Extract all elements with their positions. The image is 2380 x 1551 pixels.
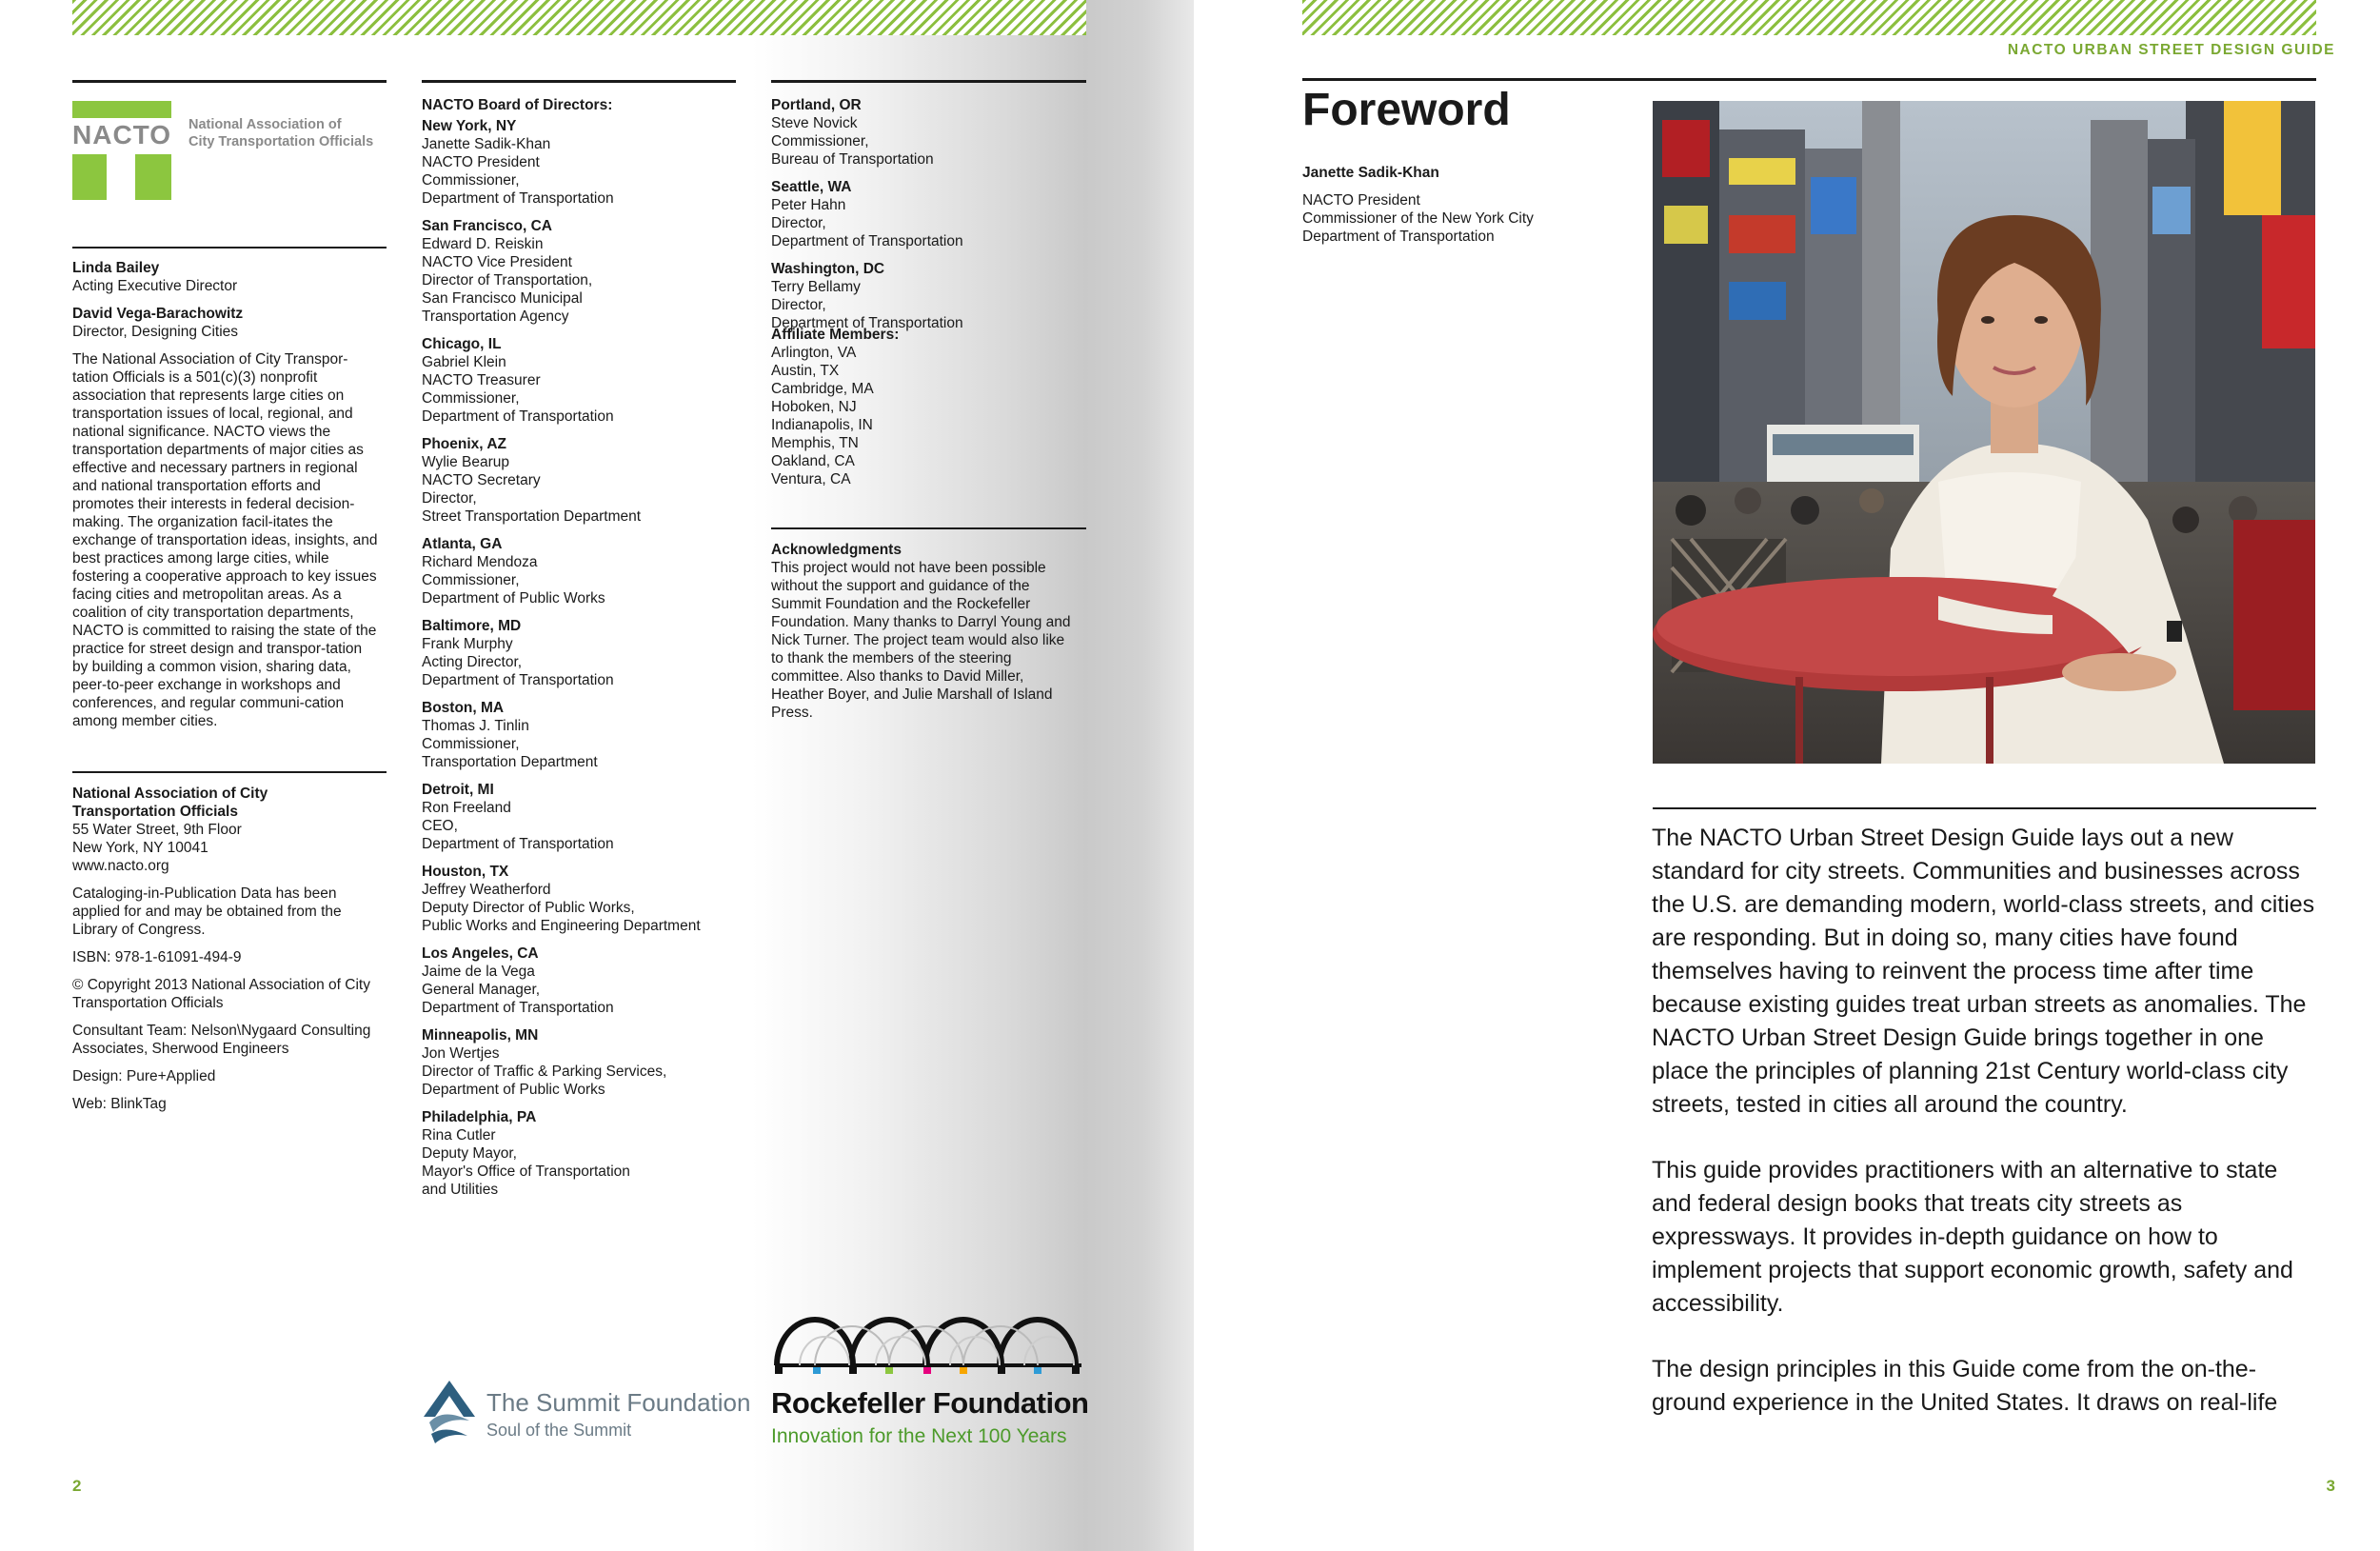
affiliate-city: Memphis, TN — [771, 435, 859, 451]
board-city: New York, NY — [422, 118, 517, 134]
board-member-line: Peter Hahn — [771, 197, 846, 213]
board-member-line: Wylie Bearup — [422, 454, 510, 470]
board-city: Los Angeles, CA — [422, 945, 539, 962]
board-member-line: Gabriel Klein — [422, 354, 506, 370]
board-member-line: Director of Transportation, — [422, 272, 593, 288]
summit-mountain-icon — [422, 1379, 477, 1445]
board-city: Chicago, IL — [422, 336, 502, 352]
board-city: Minneapolis, MN — [422, 1027, 539, 1044]
affiliate-city: Cambridge, MA — [771, 381, 874, 397]
board-member-line: Department of Transportation — [422, 408, 614, 425]
board-entry — [422, 1108, 736, 1199]
header-stripe — [1302, 0, 2316, 35]
board-member-line: Richard Mendoza — [422, 554, 538, 570]
nacto-org-name — [188, 116, 398, 150]
board-member-line: NACTO Treasurer — [422, 372, 541, 388]
section-rule — [771, 527, 1086, 529]
board-column — [422, 96, 736, 1208]
column-rule — [422, 80, 736, 83]
author-title-line: NACTO President — [1302, 192, 1420, 209]
staff-title: Director, Designing Cities — [72, 324, 239, 340]
board-city: Houston, TX — [422, 864, 509, 880]
author-title-line: Commissioner of the New York City — [1302, 210, 1534, 227]
portrait-illustration — [1653, 101, 2315, 764]
foreword-body — [1652, 822, 2318, 1452]
left-column-1-credits — [72, 785, 387, 1123]
board-member-line: Terry Bellamy — [771, 279, 861, 295]
board-entry — [422, 1026, 736, 1099]
board-entry — [771, 260, 1086, 332]
board-entry — [422, 863, 736, 935]
affiliate-city: Indianapolis, IN — [771, 417, 873, 433]
staff-entry — [72, 259, 387, 295]
staff-name: Linda Bailey — [72, 260, 160, 276]
acknowledgments-block — [771, 541, 1076, 722]
board-member-line: Department of Transportation — [422, 836, 614, 852]
rockefeller-name: Rockefeller Foundation — [771, 1386, 1089, 1420]
board-heading: NACTO Board of Directors: — [422, 97, 613, 113]
board-entry — [422, 945, 736, 1017]
affiliates-block — [771, 326, 1086, 488]
address-org: National Association of City — [72, 785, 268, 802]
board-column-continued — [771, 96, 1086, 342]
board-member-line: Janette Sadik-Khan — [422, 136, 551, 152]
nacto-acronym: NACTO — [72, 120, 172, 149]
board-member-line: Jeffrey Weatherford — [422, 882, 551, 898]
address-web-link[interactable]: www.nacto.org — [72, 858, 169, 874]
board-member-line: San Francisco Municipal — [422, 290, 583, 307]
header-stripe — [72, 0, 1086, 35]
board-member-line: NACTO President — [422, 154, 540, 170]
board-member-line: Transportation Agency — [422, 308, 569, 325]
board-member-line: Department of Public Works — [422, 1082, 605, 1098]
page-title: Foreword — [1302, 85, 1511, 135]
board-member-line: Director, — [771, 297, 826, 313]
board-entry — [422, 699, 736, 771]
affiliate-city: Arlington, VA — [771, 345, 857, 361]
board-entry — [422, 217, 736, 326]
board-member-line: Steve Novick — [771, 115, 858, 131]
affiliate-city: Ventura, CA — [771, 471, 851, 487]
board-member-line: General Manager, — [422, 982, 541, 998]
acknowledgments-text: This project would not have been possible without the support and guidance of the Summit Foundation and the Rockefeller Foundation. Many thanks to Darryl Young and Nick Turner. The project team would also like to thank the members of the steering committee. Also thanks to David Miller, Heather Boyer, and Julie Marshall of Island Press. — [771, 560, 1071, 721]
about-paragraph: The National Association of City Transpor-tation Officials is a 501(c)(3) nonprofit association that represents large cities on transportation issues of local, regional, and national significance. NACTO views the transportation departments of major cities as effective and necessary partners in regional and national transportation efforts and promotes their interests in federal decision-making. The organization facil-itates the exchange of transportation ideas, insights, and best practices among large cities, while fostering a cooperative approach to key issues facing cities and metropolitan areas. As a coalition of city transportation departments, NACTO is committed to raising the state of the practice for street design and transpor-tation by building a common vision, sharing data, peer-to-peer exchange in workshops and conferences, and regular communi-cation among member cities. — [72, 351, 378, 729]
board-member-line: Director of Traffic & Parking Services, — [422, 1064, 667, 1080]
board-member-line: Street Transportation Department — [422, 508, 642, 525]
column-rule — [72, 80, 387, 83]
board-member-line: Department of Transportation — [422, 190, 614, 207]
staff-name: David Vega-Barachowitz — [72, 306, 244, 322]
board-member-line: Mayor's Office of Transportation — [422, 1163, 630, 1180]
board-city: Washington, DC — [771, 261, 885, 277]
board-city: San Francisco, CA — [422, 218, 552, 234]
board-member-line: NACTO Vice President — [422, 254, 572, 270]
summit-foundation-logo — [422, 1379, 751, 1445]
board-member-line: Rina Cutler — [422, 1127, 496, 1143]
rockefeller-foundation-logo — [771, 1306, 1095, 1459]
address-city: New York, NY 10041 — [72, 840, 208, 856]
summit-tagline: Soul of the Summit — [486, 1421, 632, 1440]
board-entry — [422, 435, 736, 526]
rockefeller-arches-icon — [771, 1306, 1085, 1375]
summit-name: The Summit Foundation — [486, 1388, 751, 1417]
board-member-line: Jaime de la Vega — [422, 964, 535, 980]
board-member-line: Department of Transportation — [771, 233, 963, 249]
address-street: 55 Water Street, 9th Floor — [72, 822, 242, 838]
board-member-line: Edward D. Reiskin — [422, 236, 544, 252]
nacto-logo — [72, 101, 374, 205]
affiliate-city: Hoboken, NJ — [771, 399, 857, 415]
board-member-line: Commissioner, — [422, 572, 520, 588]
address-org: Transportation Officials — [72, 804, 238, 820]
cataloging-note: Cataloging-in-Publication Data has been applied for and may be obtained from the Library of Congress. — [72, 885, 342, 938]
affiliate-city: Oakland, CA — [771, 453, 855, 469]
board-member-line: and Utilities — [422, 1182, 499, 1198]
rockefeller-tagline: Innovation for the Next 100 Years — [771, 1425, 1067, 1447]
board-entry — [422, 617, 736, 689]
nacto-logo-mark — [72, 101, 177, 200]
staff-title: Acting Executive Director — [72, 278, 238, 294]
board-member-line: Commissioner, — [771, 133, 869, 149]
board-member-line: Deputy Mayor, — [422, 1145, 517, 1162]
board-city: Baltimore, MD — [422, 618, 522, 634]
board-member-line: Department of Transportation — [422, 1000, 614, 1016]
board-member-line: Department of Transportation — [771, 315, 963, 331]
board-entry — [771, 96, 1086, 169]
board-entry — [422, 535, 736, 607]
board-member-line: Deputy Director of Public Works, — [422, 900, 635, 916]
foreword-paragraph: The design principles in this Guide come from the on-the-ground experience in the United States. It draws on real-life — [1652, 1356, 2278, 1416]
web-credit: Web: BlinkTag — [72, 1096, 167, 1112]
board-city: Boston, MA — [422, 700, 505, 716]
board-member-line: Acting Director, — [422, 654, 523, 670]
section-rule — [72, 247, 387, 249]
board-member-line: Department of Public Works — [422, 590, 605, 606]
board-member-line: Commissioner, — [422, 172, 520, 189]
affiliates-list — [771, 344, 1086, 488]
portrait-photo — [1653, 101, 2315, 764]
nacto-org-line: City Transportation Officials — [188, 134, 374, 149]
affiliate-city: Austin, TX — [771, 363, 840, 379]
isbn: ISBN: 978-1-61091-494-9 — [72, 949, 242, 965]
board-member-line: Bureau of Transportation — [771, 151, 934, 168]
board-member-line: Frank Murphy — [422, 636, 513, 652]
nacto-org-line: National Association of — [188, 117, 342, 132]
affiliates-heading: Affiliate Members: — [771, 327, 900, 343]
left-column-1 — [72, 259, 387, 740]
board-city: Phoenix, AZ — [422, 436, 506, 452]
board-entry — [771, 178, 1086, 250]
board-member-line: Public Works and Engineering Department — [422, 918, 701, 934]
page-number: 2 — [72, 1477, 82, 1495]
board-member-line: CEO, — [422, 818, 458, 834]
board-member-line: Director, — [771, 215, 826, 231]
board-member-line: NACTO Secretary — [422, 472, 541, 488]
section-rule — [72, 771, 387, 773]
right-page — [1194, 0, 2380, 1551]
board-member-line: Department of Transportation — [422, 672, 614, 688]
board-member-line: Commissioner, — [422, 736, 520, 752]
foreword-paragraph: The NACTO Urban Street Design Guide lays out a new standard for city streets. Communities and businesses across the U.S. are demanding modern, world-class streets, and cities are responding. But in doing so, many cities have found themselves having to reinvent the process time after time because existing guides treat urban streets as anomalies. The NACTO Urban Street Design Guide brings together in one place the principles of planning 21st Century world-class city streets, tested in cities all around the country. — [1652, 825, 2315, 1118]
header-rule — [1302, 78, 2316, 81]
foreword-paragraph: This guide provides practitioners with an alternative to state and federal design books that treats city streets as expressways. It provides in-depth guidance on how to implement projects that support economic growth, safety and accessibility. — [1652, 1157, 2293, 1317]
board-city: Portland, OR — [771, 97, 862, 113]
address-block — [72, 785, 387, 875]
board-member-line: Director, — [422, 490, 477, 507]
board-member-line: Transportation Department — [422, 754, 598, 770]
staff-entry — [72, 305, 387, 341]
section-rule — [1653, 807, 2316, 809]
acknowledgments-heading: Acknowledgments — [771, 542, 902, 558]
board-city: Detroit, MI — [422, 782, 494, 798]
board-entry — [422, 781, 736, 853]
author-byline — [1302, 164, 1534, 246]
board-entry — [422, 335, 736, 426]
page-number: 3 — [2326, 1477, 2335, 1495]
board-member-line: Commissioner, — [422, 390, 520, 407]
copyright: © Copyright 2013 National Association of City Transportation Officials — [72, 977, 370, 1011]
board-city: Philadelphia, PA — [422, 1109, 537, 1125]
board-city: Atlanta, GA — [422, 536, 503, 552]
board-member-line: Jon Wertjes — [422, 1045, 500, 1062]
board-member-line: Thomas J. Tinlin — [422, 718, 529, 734]
author-title-line: Department of Transportation — [1302, 229, 1495, 245]
consultant-credit: Consultant Team: Nelson\Nygaard Consulting Associates, Sherwood Engineers — [72, 1023, 371, 1057]
board-member-line: Ron Freeland — [422, 800, 511, 816]
board-city: Seattle, WA — [771, 179, 852, 195]
running-head: NACTO URBAN STREET DESIGN GUIDE — [2007, 42, 2335, 58]
board-entry — [422, 117, 736, 208]
author-name: Janette Sadik-Khan — [1302, 165, 1439, 181]
design-credit: Design: Pure+Applied — [72, 1068, 216, 1084]
column-rule — [771, 80, 1086, 83]
